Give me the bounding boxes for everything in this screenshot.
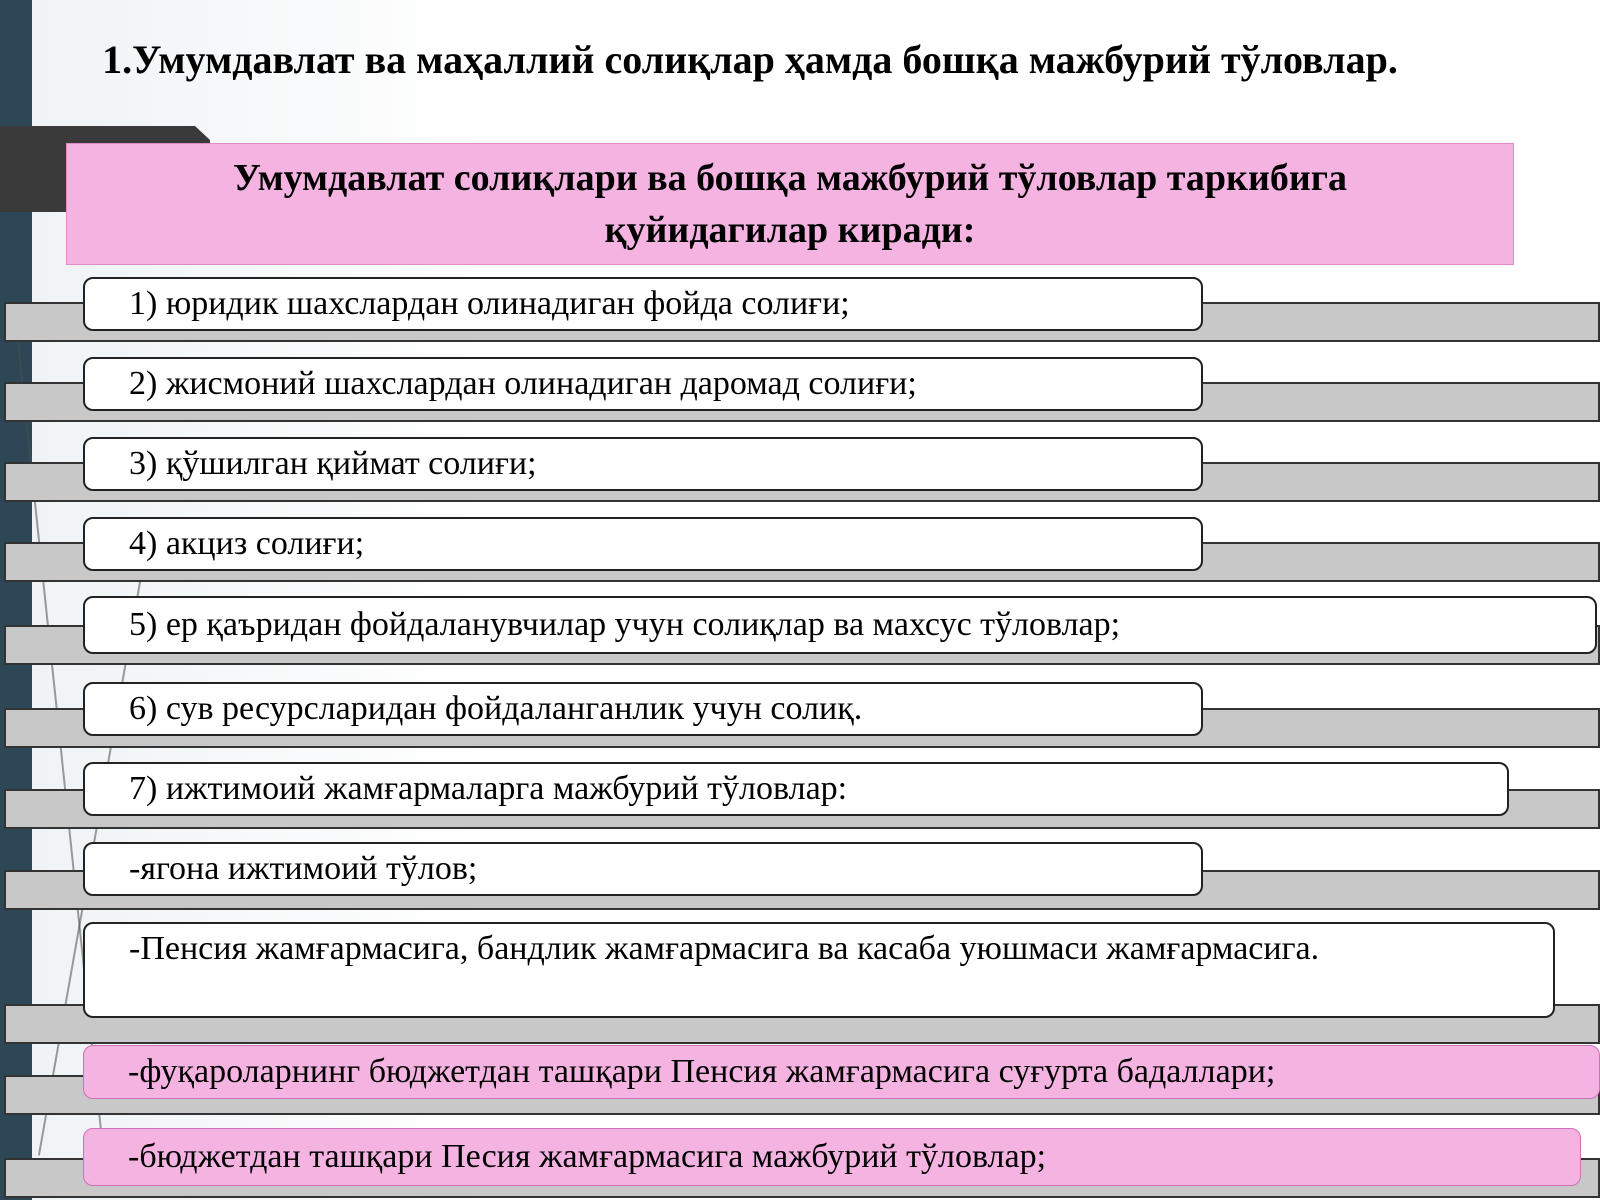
list-item — [83, 762, 1509, 816]
list-item — [83, 357, 1203, 411]
list-item — [83, 437, 1203, 491]
header-box — [66, 143, 1514, 265]
list-item-text: 5) ер қаъридан фойдаланувчилар учун солиқлар ва махсус тўловлар; — [129, 606, 1121, 643]
list-item-text: 7) ижтимоий жамғармаларга мажбурий тўловлар: — [129, 770, 848, 807]
list-item-text: -ягона ижтимоий тўлов; — [129, 850, 478, 887]
list-item — [83, 682, 1203, 736]
list-item — [83, 922, 1555, 1018]
list-item — [83, 277, 1203, 331]
list-item — [83, 596, 1597, 654]
list-item-text: 4) акциз солиғи; — [129, 525, 365, 562]
list-item-text: -фуқароларнинг бюджетдан ташқари Пенсия жамғармасига суғурта бадаллари; — [128, 1053, 1276, 1090]
list-item-text: -бюджетдан ташқари Песия жамғармасига мажбурий тўловлар; — [128, 1138, 1047, 1175]
list-item-text: 3) қўшилган қиймат солиғи; — [129, 445, 537, 482]
list-item — [83, 517, 1203, 571]
list-item-highlighted — [83, 1045, 1600, 1099]
list-item-text: -Пенсия жамғармасига, бандлик жамғармасига ва касаба уюшмаси жамғармасига. — [129, 930, 1320, 967]
header-text: Умумдавлат солиқлари ва бошқа мажбурий тўловлар таркибига қуйидагилар киради: — [233, 157, 1347, 251]
list-item-text: 6) сув ресурсларидан фойдаланганлик учун солиқ. — [129, 690, 863, 727]
list-item-text: 2) жисмоний шахслардан олинадиган даромад солиғи; — [129, 365, 917, 402]
slide-title: 1.Умумдавлат ва маҳаллий солиқлар ҳамда бошқа мажбурий тўловлар. — [102, 37, 1398, 82]
list-item — [83, 842, 1203, 896]
list-item-highlighted — [83, 1128, 1581, 1186]
list-item-text: 1) юридик шахслардан олинадиган фойда солиғи; — [129, 285, 850, 322]
